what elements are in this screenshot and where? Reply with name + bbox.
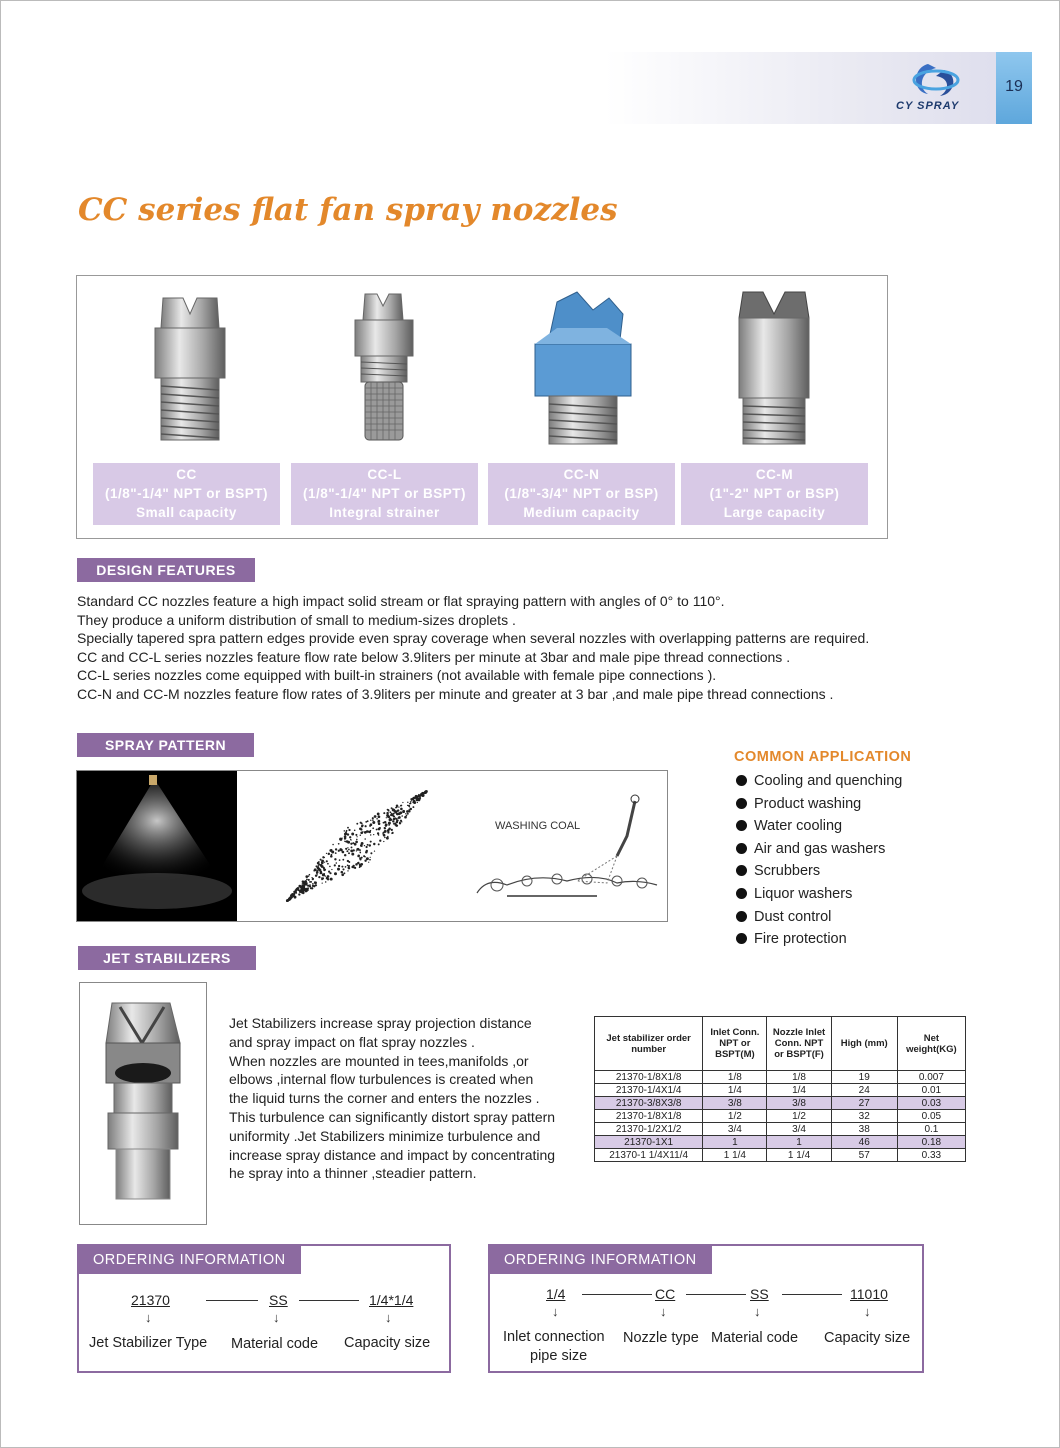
jet-line: the liquid turns the corner and enters the nozzles . xyxy=(229,1090,540,1107)
page-title: CC series flat fan spray nozzles xyxy=(78,192,618,228)
product-label-cc-m xyxy=(681,463,868,525)
cc-n-nozzle-image xyxy=(527,288,637,448)
table-cell: 1/8 xyxy=(703,1071,767,1084)
table-cell: 3/8 xyxy=(703,1097,767,1110)
application-text: Liquor washers xyxy=(754,885,853,902)
product-label-cc-n xyxy=(488,463,675,525)
jet-line: When nozzles are mounted in tees,manifolds ,or xyxy=(229,1052,529,1069)
application-text: Cooling and quenching xyxy=(754,773,903,789)
table-row-highlighted xyxy=(595,1097,966,1110)
application-item xyxy=(736,771,902,794)
order-code-type: 21370 xyxy=(131,1292,170,1308)
ordering-info-jet-stabilizer xyxy=(77,1244,451,1373)
feature-line: CC and CC-L series nozzles feature flow rate below 3.9liters per minute at 3bar and male pipe thread connections . xyxy=(77,648,791,665)
order-code-nozzle-type: CC xyxy=(655,1286,676,1302)
feature-line: CC-N and CC-M nozzles feature flow rates of 3.9liters per minute and greater at 3 bar ,and male pipe thread connections . xyxy=(77,685,834,702)
table-cell: 3/4 xyxy=(767,1123,831,1136)
product-size: (1/8"-1/4" NPT or BSPT) xyxy=(302,486,467,501)
application-list xyxy=(736,771,902,952)
table-header: Net weight(KG) xyxy=(897,1017,965,1071)
application-text: Product washing xyxy=(754,795,862,812)
table-cell: 32 xyxy=(831,1110,897,1123)
table-cell: 1/8 xyxy=(767,1071,831,1084)
order-label-inlet: Inlet connection xyxy=(503,1329,605,1345)
order-label-material: Material code xyxy=(711,1330,799,1346)
order-label-capacity: Capacity size xyxy=(344,1335,431,1351)
table-cell: 24 xyxy=(831,1084,897,1097)
cc-nozzle-image xyxy=(145,288,235,448)
jet-line: uniformity .Jet Stabilizers minimize turbulence and xyxy=(229,1127,541,1144)
order-connector-line xyxy=(582,1294,652,1295)
order-code-material: SS xyxy=(750,1286,769,1302)
table-cell: 0.33 xyxy=(897,1149,965,1162)
product-label-cc xyxy=(93,463,280,525)
bullet-icon xyxy=(736,911,747,922)
product-size: (1"-2" NPT or BSP) xyxy=(709,486,840,501)
jet-line: elbows ,internal flow turbulences is created when xyxy=(229,1071,534,1088)
application-text: Fire protection xyxy=(754,931,847,948)
table-cell: 57 xyxy=(831,1149,897,1162)
table-row xyxy=(595,1084,966,1097)
table-row xyxy=(595,1071,966,1084)
spray-distribution-diagram xyxy=(277,771,437,921)
table-header: Jet stabilizer order number xyxy=(595,1017,703,1071)
table-cell: 21370-1 1/4X11/4 xyxy=(595,1149,703,1162)
bullet-icon xyxy=(736,888,747,899)
spray-pattern-tag: SPRAY PATTERN xyxy=(77,733,254,757)
bullet-icon xyxy=(736,843,747,854)
table-cell: 1 xyxy=(767,1136,831,1149)
jet-stabilizer-image xyxy=(79,982,207,1225)
application-item xyxy=(736,816,902,839)
feature-line: CC-L series nozzles come equipped with built-in strainers (not available with female pipe connections ). xyxy=(77,667,717,683)
application-item xyxy=(736,794,902,817)
jet-stabilizer-table xyxy=(594,1016,966,1162)
order-connector-line xyxy=(299,1300,359,1301)
table-cell: 3/8 xyxy=(767,1097,831,1110)
washing-coal-diagram xyxy=(467,781,667,916)
table-cell: 38 xyxy=(831,1123,897,1136)
down-arrow-icon: ↓ xyxy=(754,1304,761,1319)
bullet-icon xyxy=(736,775,747,786)
order-connector-line xyxy=(782,1294,842,1295)
bullet-icon xyxy=(736,820,747,831)
application-item xyxy=(736,861,902,884)
common-application-title: COMMON APPLICATION xyxy=(734,749,912,765)
down-arrow-icon: ↓ xyxy=(145,1310,152,1325)
feature-line: They produce a uniform distribution of small to medium-sizes droplets . xyxy=(77,611,516,628)
product-desc: Medium capacity xyxy=(523,505,640,520)
table-header: Nozzle Inlet Conn. NPT or BSPT(F) xyxy=(767,1017,831,1071)
table-cell: 19 xyxy=(831,1071,897,1084)
order-label-type: Jet Stabilizer Type xyxy=(89,1335,208,1351)
table-cell: 0.03 xyxy=(897,1097,965,1110)
down-arrow-icon: ↓ xyxy=(385,1310,392,1325)
down-arrow-icon: ↓ xyxy=(864,1304,871,1319)
jet-line: he spray into a thinner ,steadier pattern. xyxy=(229,1165,477,1182)
table-cell: 21370-1/4X1/4 xyxy=(595,1084,703,1097)
table-cell: 1/2 xyxy=(703,1110,767,1123)
application-item xyxy=(736,839,902,862)
order-label-nozzle-type: Nozzle type xyxy=(623,1330,699,1346)
order-label-capacity: Capacity size xyxy=(824,1330,911,1346)
ordering-info-nozzle xyxy=(488,1244,924,1373)
application-text: Scrubbers xyxy=(754,863,821,880)
table-cell: 0.01 xyxy=(897,1084,965,1097)
down-arrow-icon: ↓ xyxy=(273,1310,280,1325)
jet-stabilizers-text xyxy=(229,1014,555,1183)
bullet-icon xyxy=(736,865,747,876)
feature-line: Standard CC nozzles feature a high impact solid stream or flat spraying pattern with angles of 0° to 110°. xyxy=(77,593,725,609)
table-cell: 0.007 xyxy=(897,1071,965,1084)
table-header: High (mm) xyxy=(831,1017,897,1071)
table-cell: 0.05 xyxy=(897,1110,965,1123)
jet-line: and spray impact on flat spray nozzles . xyxy=(229,1033,475,1050)
ordering-info-title: ORDERING INFORMATION xyxy=(490,1246,712,1274)
page-number: 19 xyxy=(996,52,1032,124)
table-header-row xyxy=(595,1017,966,1071)
product-desc: Large capacity xyxy=(723,505,826,520)
design-features-tag: DESIGN FEATURES xyxy=(77,558,255,582)
table-row xyxy=(595,1149,966,1162)
product-desc: Integral strainer xyxy=(329,505,440,520)
table-row-highlighted xyxy=(595,1136,966,1149)
product-desc: Small capacity xyxy=(136,505,237,520)
table-cell: 3/4 xyxy=(703,1123,767,1136)
table-cell: 1 xyxy=(703,1136,767,1149)
design-features-text xyxy=(77,592,869,703)
order-connector-line xyxy=(686,1294,746,1295)
order-connector-line xyxy=(206,1300,258,1301)
table-cell: 21370-1/8X1/8 xyxy=(595,1110,703,1123)
order-code-material: SS xyxy=(269,1292,288,1308)
table-cell: 21370-3/8X3/8 xyxy=(595,1097,703,1110)
table-cell: 0.18 xyxy=(897,1136,965,1149)
jet-line: Jet Stabilizers increase spray projection distance xyxy=(229,1015,532,1031)
product-label-cc-l xyxy=(291,463,478,525)
order-label-inlet-2: pipe size xyxy=(530,1348,588,1364)
application-text: Air and gas washers xyxy=(754,840,886,857)
table-cell: 1/4 xyxy=(703,1084,767,1097)
spray-pattern-panel xyxy=(76,770,668,922)
table-header: Inlet Conn. NPT or BSPT(M) xyxy=(703,1017,767,1071)
table-row xyxy=(595,1123,966,1136)
table-cell: 1/4 xyxy=(767,1084,831,1097)
order-code-inlet: 1/4 xyxy=(546,1286,566,1302)
jet-stabilizers-tag: JET STABILIZERS xyxy=(78,946,256,970)
product-size: (1/8"-3/4" NPT or BSP) xyxy=(504,486,659,501)
jet-line: This turbulence can significantly distort spray pattern xyxy=(229,1108,556,1125)
order-code-capacity: 1/4*1/4 xyxy=(369,1292,414,1308)
product-name: CC-M xyxy=(755,467,794,482)
washing-coal-caption: WASHING COAL xyxy=(495,820,581,832)
bullet-icon xyxy=(736,933,747,944)
table-cell: 27 xyxy=(831,1097,897,1110)
order-label-material: Material code xyxy=(231,1336,319,1352)
application-text: Dust control xyxy=(754,908,832,925)
bullet-icon xyxy=(736,798,747,809)
brand-name: CY SPRAY xyxy=(896,100,960,112)
down-arrow-icon: ↓ xyxy=(660,1304,667,1319)
spray-photo-image xyxy=(77,771,237,921)
table-cell: 21370-1/8X1/8 xyxy=(595,1071,703,1084)
product-name: CC-N xyxy=(563,467,600,482)
ordering-info-title: ORDERING INFORMATION xyxy=(79,1246,301,1274)
order-code-capacity: 11010 xyxy=(850,1286,888,1302)
products-panel xyxy=(76,275,888,539)
product-name: CC-L xyxy=(367,467,402,482)
table-cell: 21370-1/2X1/2 xyxy=(595,1123,703,1136)
table-cell: 46 xyxy=(831,1136,897,1149)
table-row xyxy=(595,1110,966,1123)
table-cell: 21370-1X1 xyxy=(595,1136,703,1149)
jet-line: increase spray distance and impact by concentrating xyxy=(229,1146,556,1163)
table-cell: 1 1/4 xyxy=(703,1149,767,1162)
cc-l-nozzle-image xyxy=(347,288,422,448)
application-item xyxy=(736,907,902,930)
application-item xyxy=(736,884,902,907)
product-size: (1/8"-1/4" NPT or BSPT) xyxy=(104,486,269,501)
table-cell: 1/2 xyxy=(767,1110,831,1123)
product-name: CC xyxy=(176,467,197,482)
table-cell: 0.1 xyxy=(897,1123,965,1136)
feature-line: Specially tapered spra pattern edges provide even spray coverage when several nozzles with overlapping patterns are required. xyxy=(77,630,870,646)
cc-m-nozzle-image xyxy=(729,288,819,448)
down-arrow-icon: ↓ xyxy=(552,1304,559,1319)
application-item xyxy=(736,929,902,952)
table-cell: 1 1/4 xyxy=(767,1149,831,1162)
application-text: Water cooling xyxy=(754,818,843,835)
